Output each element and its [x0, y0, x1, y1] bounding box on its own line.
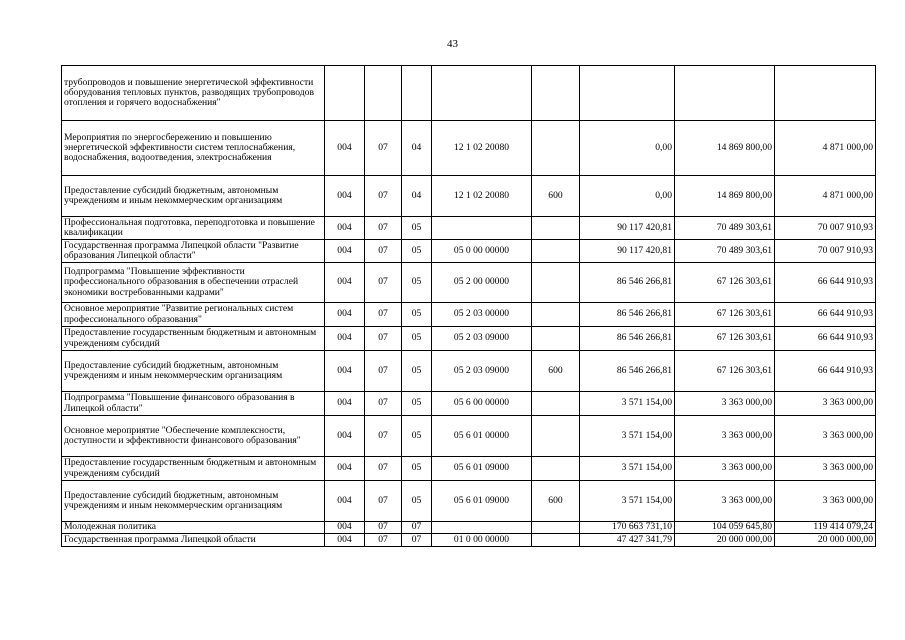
amount-year-1: 3 571 154,00 [580, 416, 675, 457]
subsection-code: 05 [402, 457, 432, 481]
amount-year-3: 3 363 000,00 [775, 416, 876, 457]
table-row [62, 392, 876, 416]
subsection-code: 05 [402, 481, 432, 522]
table-body [62, 66, 876, 547]
subsection-code: 04 [402, 176, 432, 217]
section-code: 07 [365, 217, 402, 240]
target-code: 12 1 02 20080 [432, 121, 532, 176]
amount-year-3: 66 644 910,93 [775, 263, 876, 303]
section-code: 07 [365, 522, 402, 534]
target-code: 05 2 00 00000 [432, 263, 532, 303]
row-name: Предоставление государственным бюджетным и автономным учреждениям субсидий [62, 327, 325, 351]
row-name: Предоставление субсидий бюджетным, автономным учреждениям и иным некоммерческим организациям [62, 351, 325, 392]
section-code: 07 [365, 176, 402, 217]
expense-type: 600 [532, 351, 580, 392]
expense-type: 600 [532, 176, 580, 217]
amount-year-3: 66 644 910,93 [775, 351, 876, 392]
subsection-code: 05 [402, 327, 432, 351]
section-code: 07 [365, 457, 402, 481]
admin-code: 004 [325, 457, 365, 481]
amount-year-3: 3 363 000,00 [775, 392, 876, 416]
admin-code: 004 [325, 176, 365, 217]
expense-type [532, 534, 580, 547]
target-code: 05 6 00 00000 [432, 392, 532, 416]
amount-year-2: 67 126 303,61 [675, 303, 775, 327]
row-name: Основное мероприятие "Обеспечение комплексности, доступности и эффективности финансового образования" [62, 416, 325, 457]
expense-type [532, 263, 580, 303]
amount-year-1: 90 117 420,81 [580, 217, 675, 240]
amount-year-2: 3 363 000,00 [675, 457, 775, 481]
row-name: Подпрограмма "Повышение эффективности профессионального образования в обеспечении отраслей экономики востребованными кадрами" [62, 263, 325, 303]
admin-code: 004 [325, 351, 365, 392]
amount-year-1: 86 546 266,81 [580, 263, 675, 303]
expense-type [532, 303, 580, 327]
table-row [62, 351, 876, 392]
target-code [432, 66, 532, 121]
amount-year-3: 3 363 000,00 [775, 481, 876, 522]
expense-type [532, 457, 580, 481]
expense-type [532, 217, 580, 240]
subsection-code: 05 [402, 416, 432, 457]
amount-year-2: 67 126 303,61 [675, 327, 775, 351]
amount-year-3: 70 007 910,93 [775, 240, 876, 263]
target-code: 12 1 02 20080 [432, 176, 532, 217]
amount-year-3: 70 007 910,93 [775, 217, 876, 240]
expense-type [532, 392, 580, 416]
admin-code: 004 [325, 481, 365, 522]
amount-year-3: 3 363 000,00 [775, 457, 876, 481]
amount-year-1: 47 427 341,79 [580, 534, 675, 547]
amount-year-3: 4 871 000,00 [775, 176, 876, 217]
amount-year-3: 20 000 000,00 [775, 534, 876, 547]
expense-type [532, 522, 580, 534]
section-code [365, 66, 402, 121]
amount-year-2: 70 489 303,61 [675, 240, 775, 263]
amount-year-2: 67 126 303,61 [675, 263, 775, 303]
table-row [62, 121, 876, 176]
row-name: Предоставление субсидий бюджетным, автономным учреждениям и иным некоммерческим организациям [62, 481, 325, 522]
table-row [62, 263, 876, 303]
target-code: 05 2 03 09000 [432, 327, 532, 351]
amount-year-1: 86 546 266,81 [580, 327, 675, 351]
section-code: 07 [365, 534, 402, 547]
subsection-code [402, 66, 432, 121]
section-code: 07 [365, 416, 402, 457]
amount-year-2: 14 869 800,00 [675, 121, 775, 176]
target-code: 01 0 00 00000 [432, 534, 532, 547]
amount-year-1: 3 571 154,00 [580, 392, 675, 416]
target-code: 05 6 01 09000 [432, 481, 532, 522]
subsection-code: 04 [402, 121, 432, 176]
table-row [62, 217, 876, 240]
amount-year-2: 104 059 645,80 [675, 522, 775, 534]
section-code: 07 [365, 351, 402, 392]
target-code: 05 6 01 00000 [432, 416, 532, 457]
table-row [62, 416, 876, 457]
amount-year-3: 66 644 910,93 [775, 303, 876, 327]
admin-code: 004 [325, 240, 365, 263]
amount-year-2: 67 126 303,61 [675, 351, 775, 392]
target-code [432, 522, 532, 534]
amount-year-3: 4 871 000,00 [775, 121, 876, 176]
row-name: Основное мероприятие "Развитие региональных систем профессионального образования" [62, 303, 325, 327]
target-code: 05 2 03 09000 [432, 351, 532, 392]
expense-type [532, 240, 580, 263]
amount-year-1: 86 546 266,81 [580, 351, 675, 392]
section-code: 07 [365, 327, 402, 351]
subsection-code: 05 [402, 351, 432, 392]
row-name: Молодежная политика [62, 522, 325, 534]
section-code: 07 [365, 303, 402, 327]
amount-year-1: 170 663 731,10 [580, 522, 675, 534]
table-row [62, 534, 876, 547]
page-number: 43 [447, 38, 458, 50]
row-name: Мероприятия по энергосбережению и повышению энергетической эффективности систем теплоснабжения, водоснабжения, водоотведения, электроснабжения [62, 121, 325, 176]
expense-type [532, 416, 580, 457]
expense-type: 600 [532, 481, 580, 522]
admin-code: 004 [325, 392, 365, 416]
admin-code: 004 [325, 263, 365, 303]
table-row [62, 176, 876, 217]
admin-code: 004 [325, 522, 365, 534]
section-code: 07 [365, 392, 402, 416]
table-row [62, 457, 876, 481]
section-code: 07 [365, 240, 402, 263]
section-code: 07 [365, 121, 402, 176]
amount-year-3: 66 644 910,93 [775, 327, 876, 351]
table-row [62, 327, 876, 351]
row-name: Предоставление государственным бюджетным и автономным учреждениям субсидий [62, 457, 325, 481]
subsection-code: 05 [402, 240, 432, 263]
row-name: Государственная программа Липецкой области [62, 534, 325, 547]
target-code: 05 2 03 00000 [432, 303, 532, 327]
subsection-code: 05 [402, 303, 432, 327]
amount-year-1: 86 546 266,81 [580, 303, 675, 327]
table-row [62, 240, 876, 263]
table-row [62, 66, 876, 121]
admin-code [325, 66, 365, 121]
expense-type [532, 327, 580, 351]
row-name: Подпрограмма "Повышение финансового образования в Липецкой области" [62, 392, 325, 416]
amount-year-2: 3 363 000,00 [675, 392, 775, 416]
expense-type [532, 121, 580, 176]
admin-code: 004 [325, 303, 365, 327]
amount-year-3: 119 414 079,24 [775, 522, 876, 534]
section-code: 07 [365, 481, 402, 522]
amount-year-1 [580, 66, 675, 121]
row-name: Предоставление субсидий бюджетным, автономным учреждениям и иным некоммерческим организациям [62, 176, 325, 217]
budget-table [61, 65, 876, 547]
admin-code: 004 [325, 416, 365, 457]
amount-year-2: 20 000 000,00 [675, 534, 775, 547]
amount-year-1: 0,00 [580, 176, 675, 217]
admin-code: 004 [325, 217, 365, 240]
amount-year-2: 14 869 800,00 [675, 176, 775, 217]
expense-type [532, 66, 580, 121]
amount-year-2: 3 363 000,00 [675, 481, 775, 522]
subsection-code: 05 [402, 263, 432, 303]
amount-year-2 [675, 66, 775, 121]
table-row [62, 481, 876, 522]
amount-year-1: 3 571 154,00 [580, 481, 675, 522]
row-name: трубопроводов и повышение энергетической эффективности оборудования тепловых пунктов, разводящих трубопроводов отопления и горячего водоснабжения" [62, 66, 325, 121]
subsection-code: 07 [402, 534, 432, 547]
subsection-code: 05 [402, 392, 432, 416]
row-name: Профессиональная подготовка, переподготовка и повышение квалификации [62, 217, 325, 240]
target-code: 05 0 00 00000 [432, 240, 532, 263]
admin-code: 004 [325, 327, 365, 351]
amount-year-3 [775, 66, 876, 121]
admin-code: 004 [325, 534, 365, 547]
target-code [432, 217, 532, 240]
amount-year-1: 3 571 154,00 [580, 457, 675, 481]
amount-year-1: 0,00 [580, 121, 675, 176]
amount-year-2: 70 489 303,61 [675, 217, 775, 240]
amount-year-1: 90 117 420,81 [580, 240, 675, 263]
row-name: Государственная программа Липецкой области "Развитие образования Липецкой области" [62, 240, 325, 263]
target-code: 05 6 01 09000 [432, 457, 532, 481]
section-code: 07 [365, 263, 402, 303]
subsection-code: 07 [402, 522, 432, 534]
subsection-code: 05 [402, 217, 432, 240]
table-row [62, 303, 876, 327]
amount-year-2: 3 363 000,00 [675, 416, 775, 457]
admin-code: 004 [325, 121, 365, 176]
table-row [62, 522, 876, 534]
